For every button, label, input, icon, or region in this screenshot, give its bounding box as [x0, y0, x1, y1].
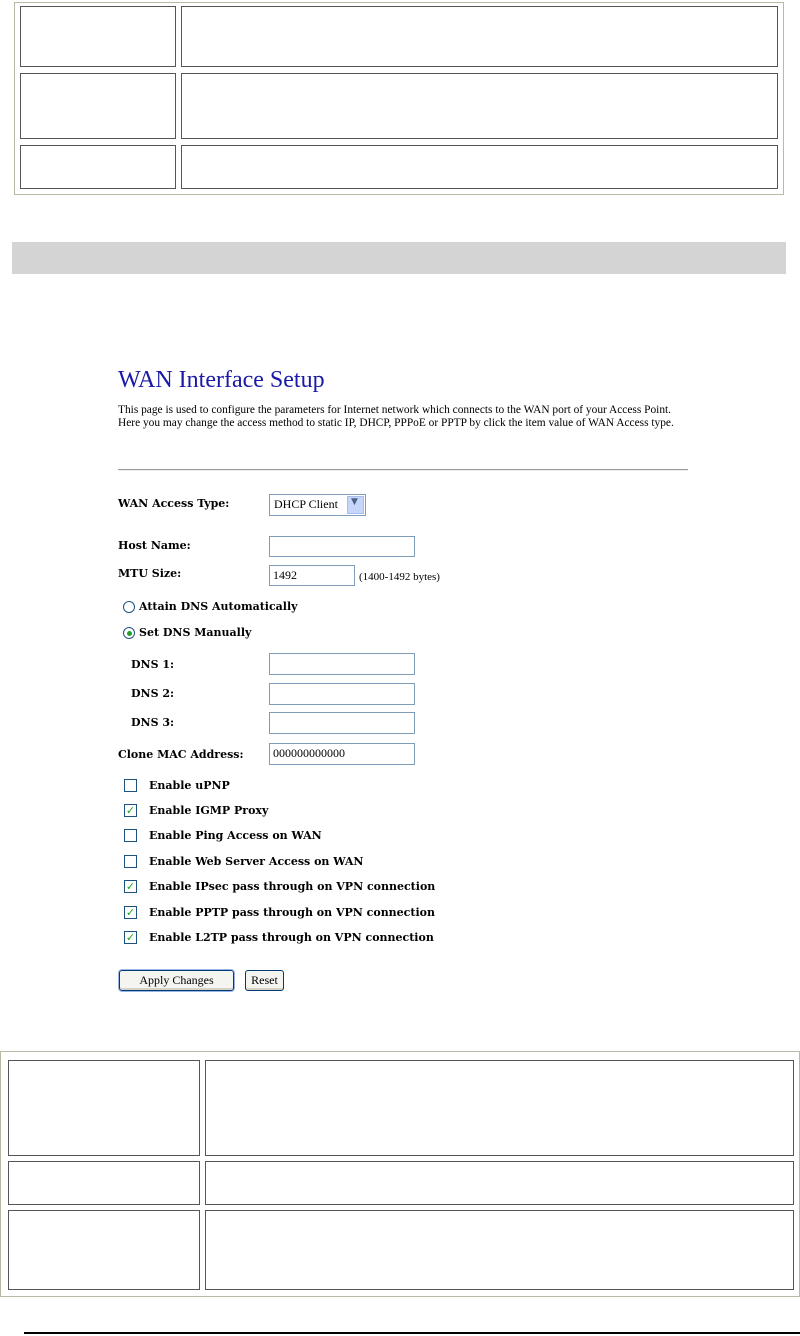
table-cell — [8, 1161, 200, 1205]
checkmark-icon: ✓ — [125, 804, 136, 817]
dns-manual-radio[interactable] — [123, 627, 135, 639]
divider — [118, 469, 688, 471]
dns-manual-label: Set DNS Manually — [139, 626, 252, 639]
enable-l2tp-passthrough-checkbox[interactable] — [124, 931, 137, 944]
checkmark-icon: ✓ — [125, 880, 136, 893]
enable-pptp-passthrough-label: Enable PPTP pass through on VPN connection — [149, 906, 435, 919]
clone-mac-label: Clone MAC Address: — [118, 748, 244, 761]
reset-button[interactable]: Reset — [245, 970, 284, 991]
checkmark-icon: ✓ — [125, 931, 136, 944]
dns1-label: DNS 1: — [131, 658, 175, 671]
dns3-input[interactable] — [269, 712, 415, 734]
mtu-size-label: MTU Size: — [118, 567, 182, 580]
enable-igmp-proxy-label: Enable IGMP Proxy — [149, 804, 269, 817]
select-arrow-button[interactable] — [347, 496, 364, 514]
table-cell — [8, 1060, 200, 1156]
table-cell — [8, 1210, 200, 1290]
enable-upnp-label: Enable uPNP — [149, 779, 230, 792]
apply-changes-button[interactable]: Apply Changes — [119, 970, 234, 991]
section-bar — [12, 242, 786, 274]
enable-web-server-access-checkbox[interactable] — [124, 855, 137, 868]
enable-igmp-proxy-checkbox[interactable] — [124, 804, 137, 817]
host-name-input[interactable] — [269, 536, 415, 557]
dns-auto-radio[interactable] — [123, 601, 135, 613]
enable-pptp-passthrough-checkbox[interactable] — [124, 906, 137, 919]
table-cell — [181, 145, 778, 189]
wan-access-type-select[interactable] — [269, 494, 366, 516]
mtu-size-input[interactable]: 1492 — [269, 565, 355, 586]
table-cell — [20, 145, 176, 189]
table-cell — [205, 1161, 794, 1205]
mtu-size-hint: (1400-1492 bytes) — [359, 571, 440, 583]
footer-rule — [24, 1332, 800, 1334]
page-description: This page is used to configure the parameters for Internet network which connects to the WAN port of your Access Point. Here you may change the access method to static IP, DHCP, PPPoE or PPTP by click the item value of WAN Access type. — [118, 404, 674, 429]
clone-mac-input[interactable]: 000000000000 — [269, 743, 415, 765]
table-cell — [205, 1210, 794, 1290]
page-title: WAN Interface Setup — [118, 367, 325, 393]
enable-ping-access-checkbox[interactable] — [124, 829, 137, 842]
wan-access-type-label: WAN Access Type: — [118, 497, 230, 510]
enable-web-server-access-label: Enable Web Server Access on WAN — [149, 855, 364, 868]
wan-access-type-value: DHCP Client — [274, 497, 338, 511]
top-table — [14, 2, 784, 195]
radio-selected-dot — [127, 631, 132, 636]
enable-upnp-checkbox[interactable] — [124, 779, 137, 792]
dns1-input[interactable] — [269, 653, 415, 675]
dns2-input[interactable] — [269, 683, 415, 705]
table-cell — [181, 6, 778, 67]
table-cell — [181, 73, 778, 139]
host-name-label: Host Name: — [118, 539, 191, 552]
enable-ping-access-label: Enable Ping Access on WAN — [149, 829, 322, 842]
table-cell — [205, 1060, 794, 1156]
dns-auto-label: Attain DNS Automatically — [139, 600, 298, 613]
checkmark-icon: ✓ — [125, 906, 136, 919]
dns3-label: DNS 3: — [131, 716, 175, 729]
table-cell — [20, 73, 176, 139]
enable-ipsec-passthrough-label: Enable IPsec pass through on VPN connection — [149, 880, 436, 893]
enable-l2tp-passthrough-label: Enable L2TP pass through on VPN connection — [149, 931, 434, 944]
bottom-table — [0, 1051, 800, 1297]
enable-ipsec-passthrough-checkbox[interactable] — [124, 880, 137, 893]
chevron-down-icon: ▼ — [351, 497, 358, 507]
dns2-label: DNS 2: — [131, 687, 175, 700]
table-cell — [20, 6, 176, 67]
